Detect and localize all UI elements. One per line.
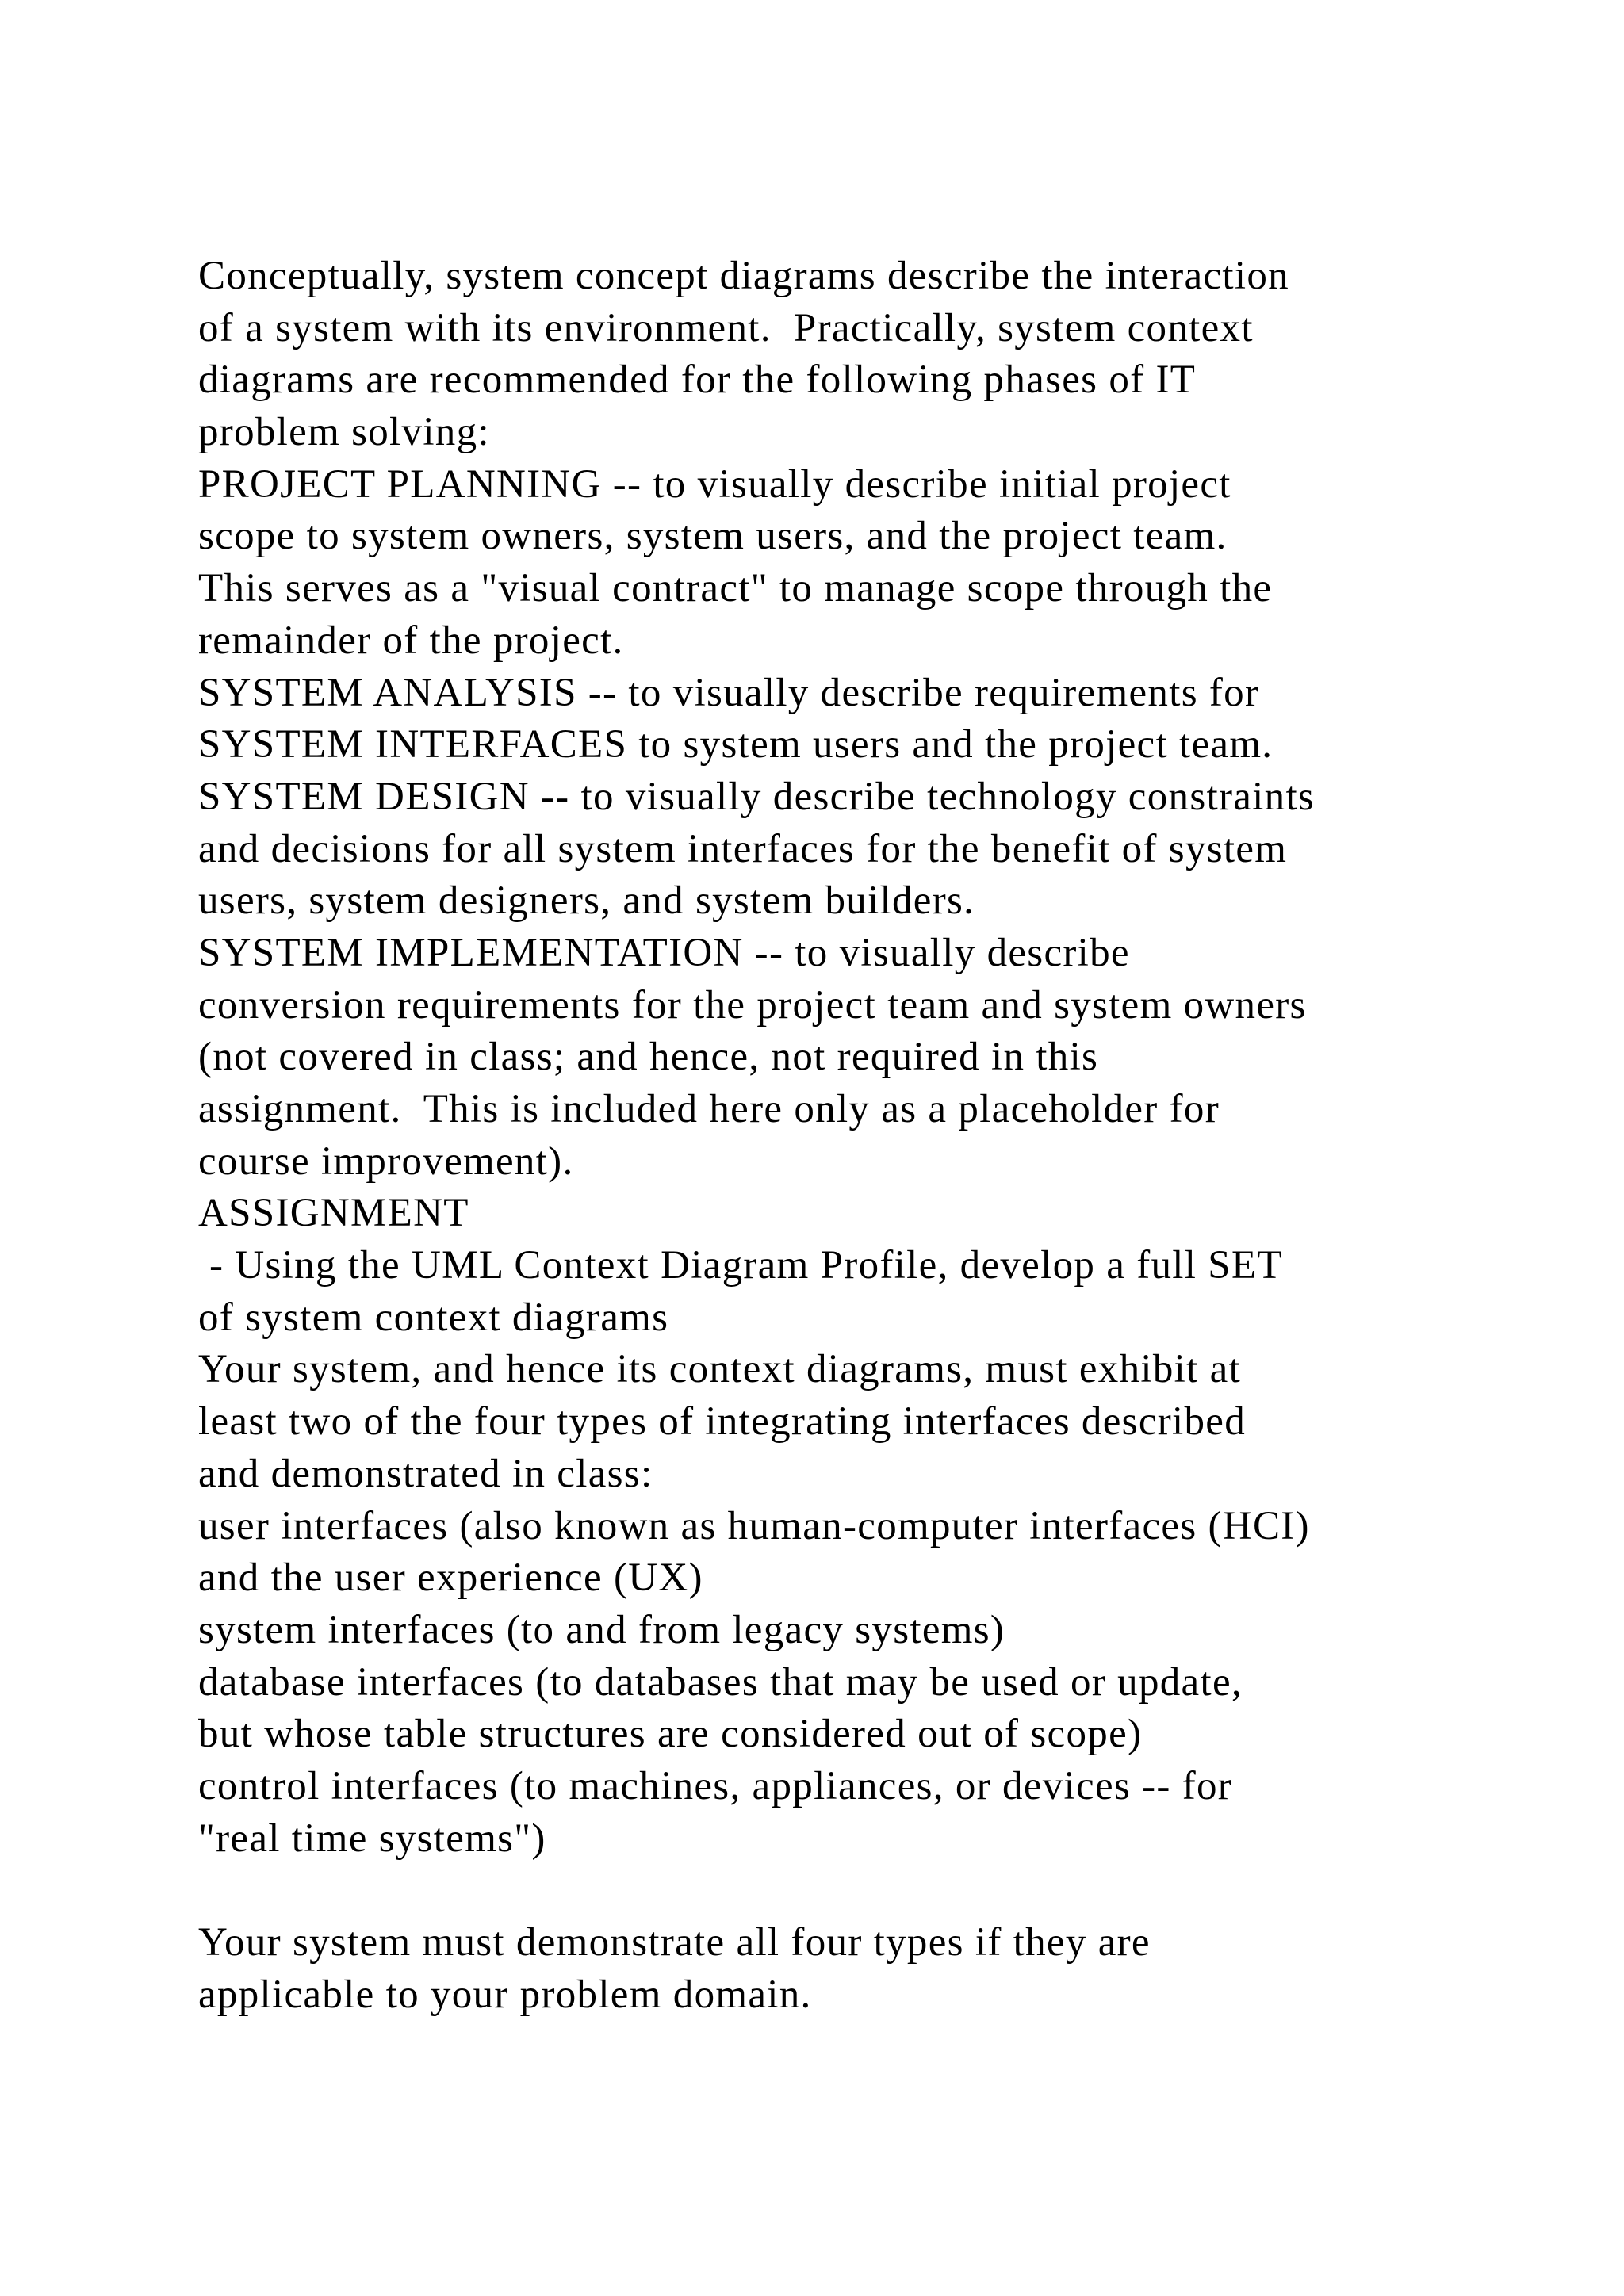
section-heading: ASSIGNMENT (198, 1191, 469, 1236)
text-line: Your system, and hence its context diagrams, must exhibit at (198, 1347, 1242, 1392)
text-line: course improvement). (198, 1138, 574, 1184)
text-line: of a system with its environment. Practically, system context (198, 305, 1254, 350)
text-line: and the user experience (UX) (198, 1556, 703, 1601)
text-line: - Using the UML Context Diagram Profile, develop a full SET (198, 1243, 1283, 1288)
text-line: conversion requirements for the project team and system owners (198, 982, 1307, 1027)
text-line: SYSTEM ANALYSIS -- to visually describe requirements for (198, 670, 1260, 715)
text-line: user interfaces (also known as human-computer interfaces (HCI) (198, 1503, 1310, 1548)
text-line: Conceptually, system concept diagrams describe the interaction (198, 254, 1289, 298)
text-line: database interfaces (to databases that may be used or update, (198, 1659, 1243, 1705)
text-line: (not covered in class; and hence, not required in this (198, 1035, 1099, 1080)
text-line: problem solving: (198, 410, 490, 455)
text-line: SYSTEM DESIGN -- to visually describe technology constraints (198, 774, 1316, 819)
text-line: assignment. This is included here only as a placeholder for (198, 1087, 1220, 1131)
text-line: of system context diagrams (198, 1295, 669, 1340)
text-line: SYSTEM IMPLEMENTATION -- to visually describe (198, 930, 1130, 975)
text-line: This serves as a "visual contract" to manage scope through the (198, 566, 1273, 611)
text-line: scope to system owners, system users, and the project team. (198, 514, 1228, 559)
text-line: SYSTEM INTERFACES to system users and the project team. (198, 722, 1274, 767)
document-body (198, 251, 1515, 2021)
text-line: diagrams are recommended for the following phases of IT (198, 358, 1197, 403)
text-line: and decisions for all system interfaces for the benefit of system (198, 826, 1288, 871)
text-line: system interfaces (to and from legacy systems) (198, 1607, 1005, 1652)
text-line: but whose table structures are considered out of scope) (198, 1712, 1143, 1757)
text-line: applicable to your problem domain. (198, 1972, 812, 2017)
text-line: least two of the four types of integrating interfaces described (198, 1399, 1247, 1445)
text-line: PROJECT PLANNING -- to visually describe initial project (198, 461, 1231, 507)
text-line: and demonstrated in class: (198, 1451, 653, 1496)
text-line: control interfaces (to machines, appliances, or devices -- for (198, 1763, 1233, 1808)
text-line: "real time systems") (198, 1816, 546, 1861)
text-line: users, system designers, and system builders. (198, 878, 975, 924)
blank-line (198, 1865, 1515, 1917)
text-line: remainder of the project. (198, 618, 624, 663)
text-line: Your system must demonstrate all four types if they are (198, 1920, 1151, 1965)
